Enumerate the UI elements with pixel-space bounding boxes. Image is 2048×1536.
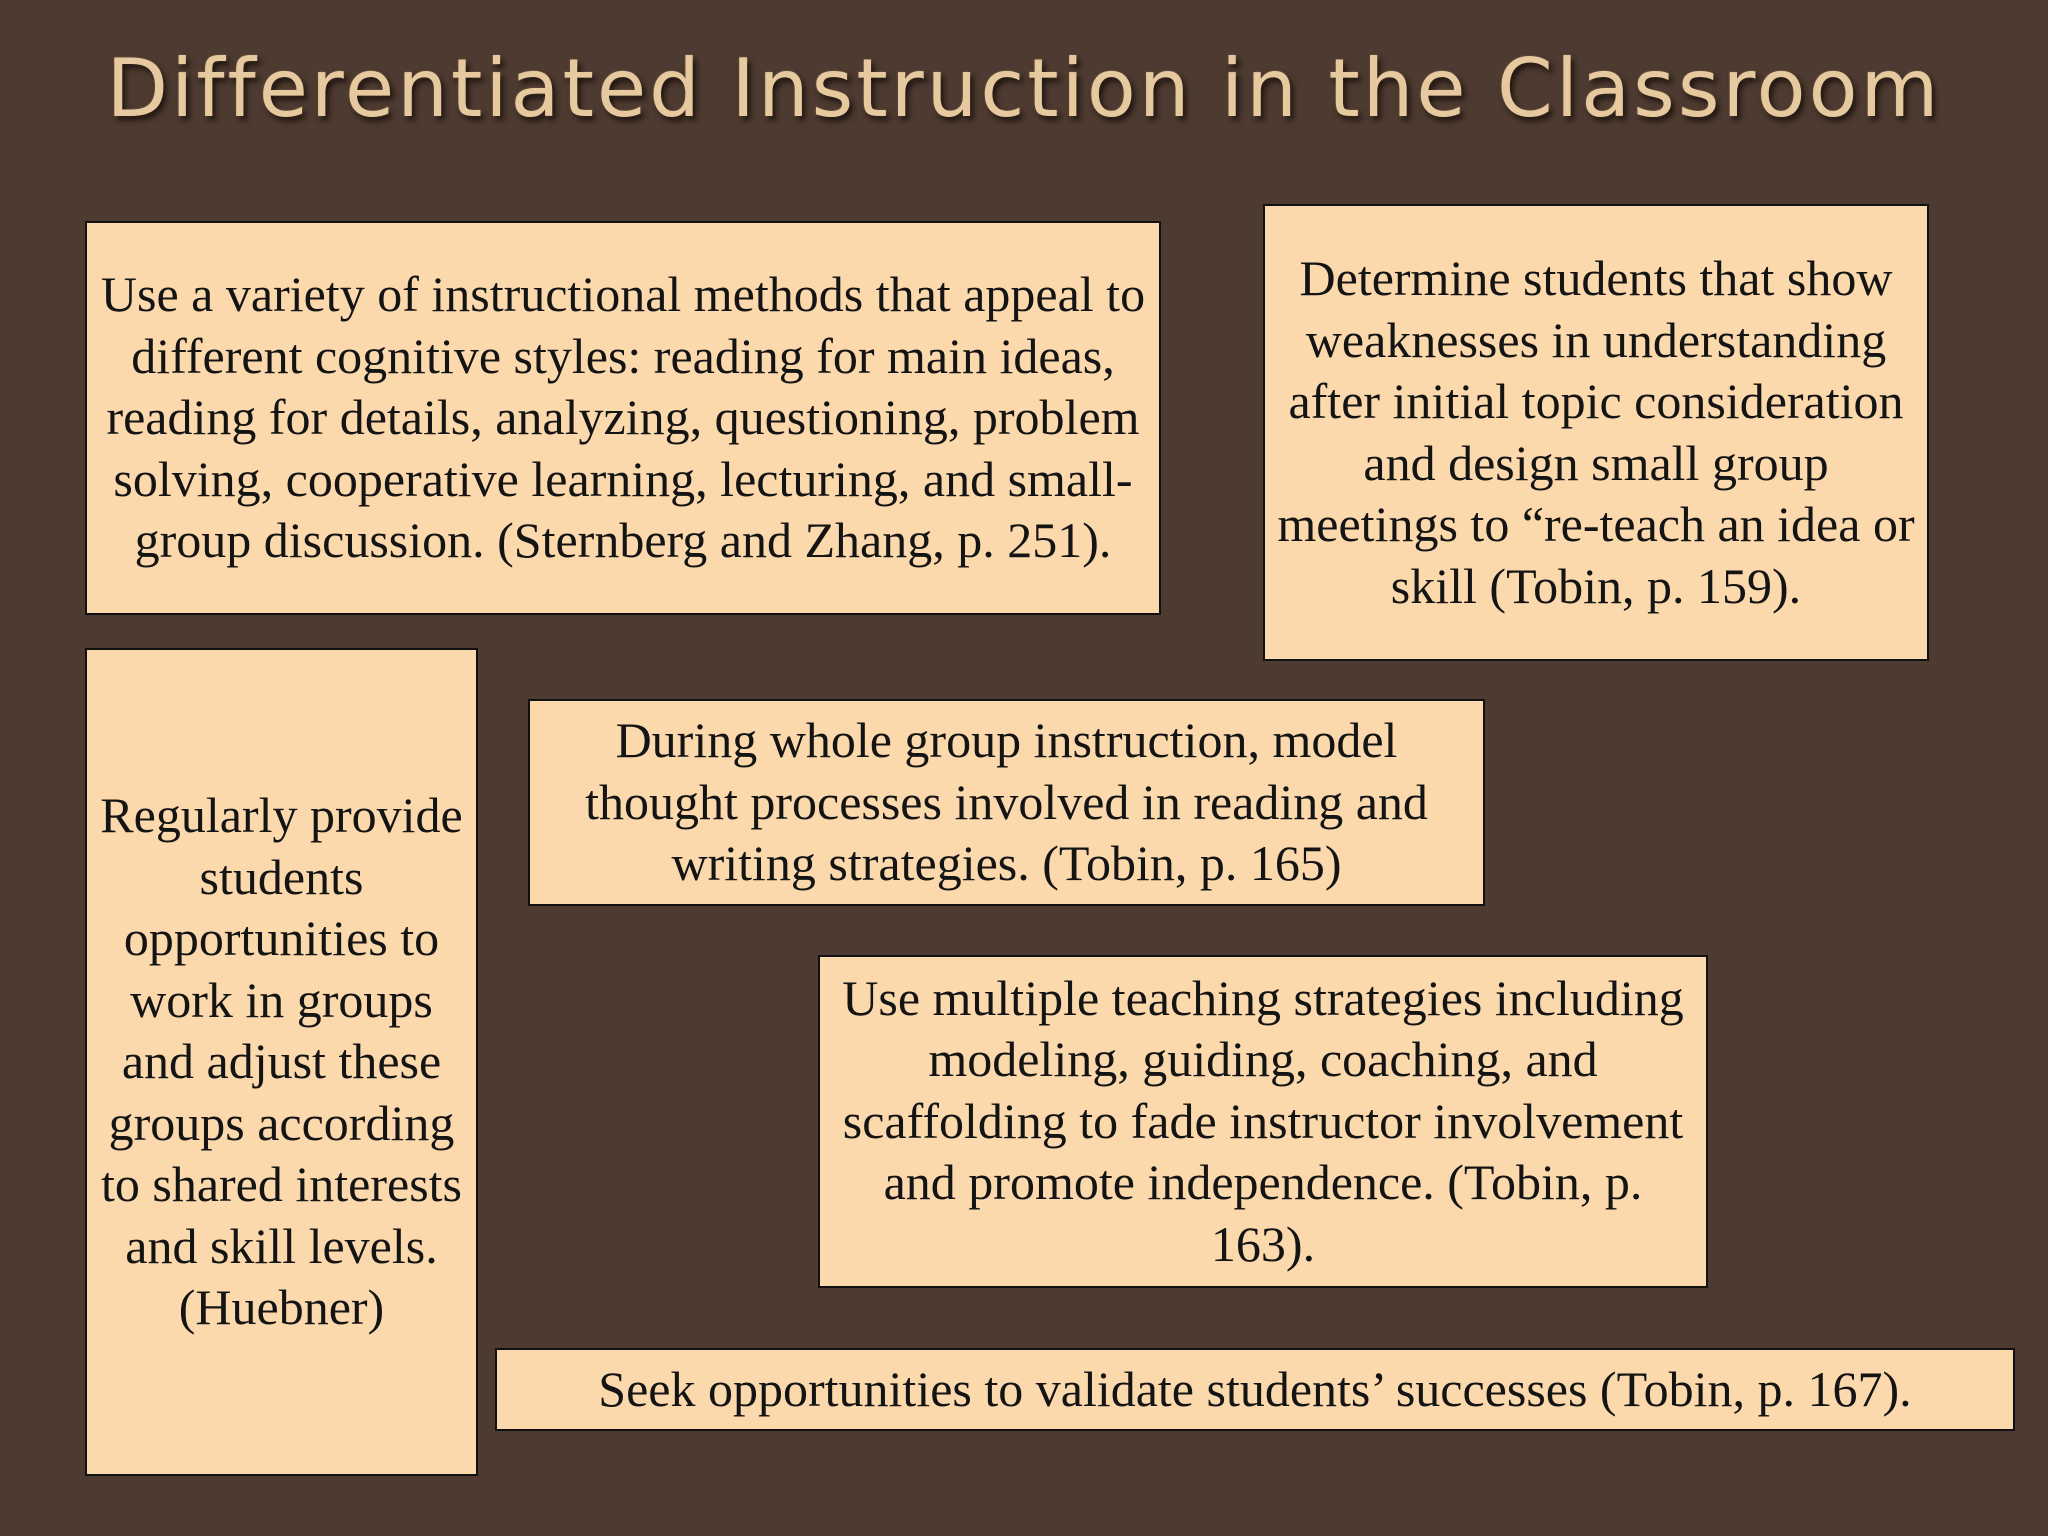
- teaching-strategies-text: Use multiple teaching strategies including modeling, guiding, coaching, and scaffolding to fade instructor involvement and promote independence. (Tobin, p. 163).: [842, 969, 1684, 1272]
- slide-title: Differentiated Instruction in the Classroom: [106, 42, 1942, 135]
- model-thought-processes-box: [528, 699, 1485, 906]
- group-work-text: Regularly provide students opportunities to work in groups and adjust these groups according to shared interests and skill levels. (Huebner): [100, 787, 463, 1336]
- teaching-strategies-box: [818, 955, 1708, 1288]
- reteach-weaknesses-text: Determine students that show weaknesses in understanding after initial topic consideration and design small group meetings to “re-teach an idea or skill (Tobin, p. 159).: [1277, 250, 1915, 614]
- group-work-box: [85, 648, 478, 1476]
- instructional-methods-text: Use a variety of instructional methods that appeal to different cognitive styles: reading for main ideas, reading for details, analyzing, questioning, problem solving, cooperative learning, lecturing, and small-group discussion. (Sternberg and Zhang, p. 251).: [100, 266, 1146, 569]
- model-thought-processes-text: During whole group instruction, model thought processes involved in reading and writing strategies. (Tobin, p. 165): [585, 712, 1428, 892]
- validate-successes-box: [495, 1348, 2015, 1431]
- validate-successes-text: Seek opportunities to validate students’ successes (Tobin, p. 167).: [598, 1360, 1912, 1417]
- instructional-methods-box: [85, 221, 1161, 615]
- reteach-weaknesses-box: [1263, 204, 1929, 661]
